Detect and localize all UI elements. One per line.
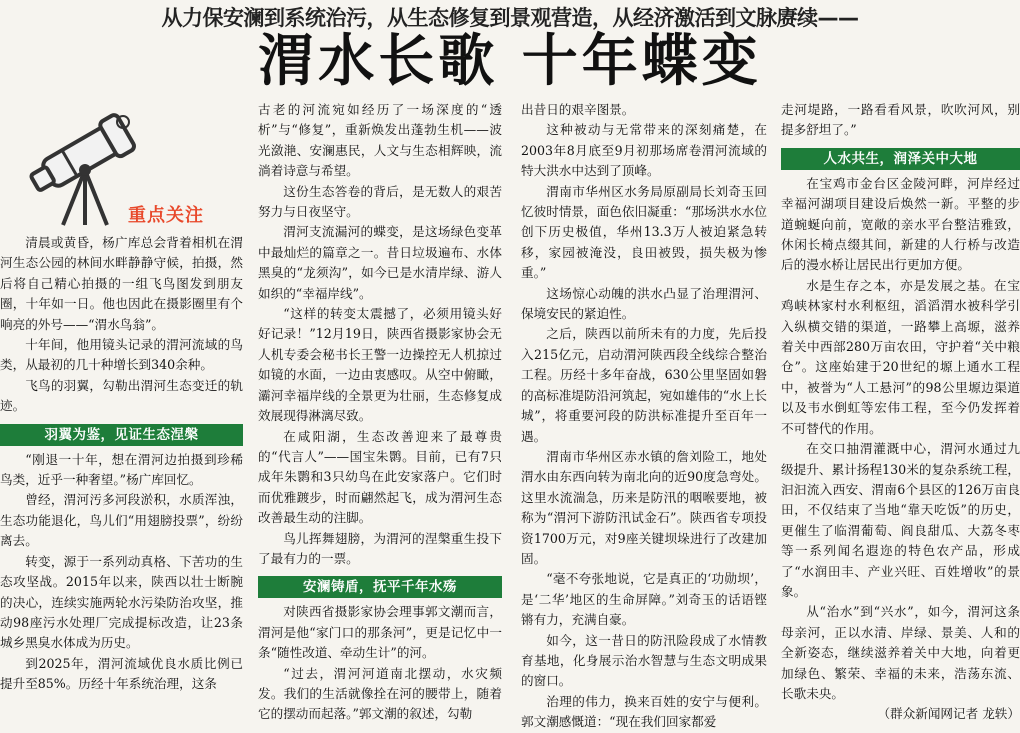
paragraph: 清晨或黄昏，杨广库总会背着相机在渭河生态公园的林间水畔静静守候，拍摄，然后将自己精心拍摄的一组飞鸟图发到朋友圈，十年如一日。他也因此在摄影圈里有个响亮的外号——“渭水鸟翁”。	[0, 235, 243, 332]
headline: 渭水长歌 十年蝶变	[258, 29, 762, 94]
subtitle: 从力保安澜到系统治污，从生态修复到景观营造，从经济激活到文脉赓续——	[161, 6, 859, 30]
paragraph: “过去，渭河河道南北摆动，水灾频发。我们的生活就像拴在河的腰带上，随着它的摆动而起落。”郭文潮的叙述，勾勒	[258, 665, 502, 722]
section-heading: 羽翼为鉴，见证生态涅槃	[0, 424, 243, 446]
paragraph: 转变，源于一系列动真格、下苦功的生态攻坚战。2015年以来，陕西以壮士断腕的决心，连续实施两轮水污染防治攻坚，推动98座污水处理厂完成提标改造，让23条城乡黑臭水体成为历史。	[0, 553, 243, 651]
paragraph: 治理的伟力，换来百姓的安宁与便利。郭文潮感慨道：“现在我们回家都爱	[521, 693, 767, 730]
feature-badge: 重点关注	[128, 205, 204, 226]
section-heading: 安澜铸盾，抚平千年水殇	[258, 576, 502, 598]
paragraph: 之后，陕西以前所未有的力度，先后投入215亿元，启动渭河陕西段全线综合整治工程。历经十多年奋战，630公里坚固如磐的高标准堤防沿河筑起，宛如雄伟的“水上长城”，将重要河段的防洪标准提升至百年一遇。	[521, 326, 767, 444]
paragraph: 渭河支流漏河的蝶变，是这场绿色变革中最灿烂的篇章之一。昔日垃圾遍布、水体黑臭的“龙须沟”，如今已是水清岸绿、游人如织的“幸福岸线”。	[258, 224, 502, 301]
paragraph: “毫不夸张地说，它是真正的‘功勋坝’，是‘二华’地区的生命屏障。”刘奇玉的话语铿锵有力，充满自豪。	[521, 571, 767, 628]
paragraph: 在交口抽渭灌溉中心，渭河水通过九级提升、累计扬程130米的复杂系统工程，汩汩流入西安、渭南6个县区的126万亩良田，不仅结束了当地“靠天吃饭”的历史，更催生了临渭葡萄、阎良甜瓜、大荔冬枣等一系列闻名遐迩的特色农产品，形成了“水润田丰、产业兴旺、百姓增收”的景象。	[781, 441, 1020, 599]
paragraph: 鸟儿挥舞翅膀，为渭河的涅槃重生投下了最有力的一票。	[258, 530, 502, 566]
paragraph: 十年间，他用镜头记录的渭河流域的鸟类，从最初的几十种增长到340余种。	[0, 337, 243, 373]
paragraph: 走河堤路，一路看看风景，吹吹河风，别提多舒坦了。”	[781, 102, 1020, 138]
paragraph: 到2025年，渭河流域优良水质比例已提升至85%。历经十年系统治理，这条	[0, 655, 243, 692]
paragraph: 这场惊心动魄的洪水凸显了治理渭河、保境安民的紧迫性。	[521, 285, 767, 322]
paragraph: 对陕西省摄影家协会理事郭文潮而言，渭河是他“家门口的那条河”，更是记忆中一条“随性改道、牵动生计”的河。	[258, 604, 502, 661]
paragraph: 这份生态答卷的背后，是无数人的艰苦努力与日夜坚守。	[258, 183, 502, 220]
paragraph: “刚退一十年，想在渭河边拍摄到珍稀鸟类，近乎一种奢望。”杨广库回忆。	[0, 451, 243, 488]
paragraph: 这种被动与无常带来的深刻痛楚，在2003年8月底至9月初那场席卷渭河流域的特大洪水中达到了顶峰。	[521, 122, 767, 179]
paragraph: 从“治水”到“兴水”，如今，渭河这条母亲河，正以水清、岸绿、景美、人和的全新姿态，继续滋养着关中大地，向着更加绿色、繁荣、幸福的未来，浩荡东流、长歌未央。	[781, 604, 1020, 701]
byline: （群众新闻网记者 龙轶）	[877, 706, 1020, 722]
paragraph: 曾经，渭河汚多河段淤积，水质浑浊，生态功能退化，鸟儿们“用翅膀投票”，纷纷离去。	[0, 492, 243, 549]
feature-badge-area	[0, 100, 243, 233]
paragraph: 飞鸟的羽翼，勾勒出渭河生态变迁的轨迹。	[0, 377, 243, 414]
paragraph: “这样的转变太震撼了，必须用镜头好好记录！”12月19日，陕西省摄影家协会无人机专委会秘书长王警一边操控无人机掠过如镜的水面，一边由衷感叹。从空中俯瞰，灞河幸福岸线的全景更为壮丽，生态修复成效展现得淋漓尽致。	[258, 306, 502, 424]
paragraph: 如今，这一昔日的防汛险段成了水情教育基地，化身展示治水智慧与生态文明成果的窗口。	[521, 632, 767, 689]
article-column-1	[0, 100, 243, 692]
paragraph: 出昔日的艰辛图景。	[521, 102, 635, 117]
paragraph: 古老的河流宛如经历了一场深度的“透析”与“修复”，重新焕发出蓬勃生机——波光潋滟、安澜惠民，人文与生态相辉映，流淌着诗意与希望。	[258, 102, 502, 179]
article-column-3	[521, 100, 767, 730]
paragraph: 在宝鸡市金台区金陵河畔，河岸经过幸福河湖项目建设后焕然一新。平整的步道蜿蜒向前，宽敞的亲水平台整洁雅致，休闲长椅点缀其间，新建的人行桥与改造后的漫水桥让居民出行更加方便。	[781, 175, 1020, 273]
article-column-4	[781, 100, 1020, 722]
paragraph: 渭南市华州区赤水镇的詹刘险工，地处渭水由东西向转为南北向的近90度急弯处。这里水流湍急，历来是防汛的咽喉要地，被称为“渭河下游防汛试金石”。陕西省专项投资1700万元，对9座关键坝垛进行了改建加固。	[521, 448, 767, 566]
paragraph: 水是生存之本，亦是发展之基。在宝鸡峡林家村水利枢纽，滔滔渭水被科学引入纵横交错的渠道，一路攀上高塬，滋养着关中西部280万亩农田，守护着“关中粮仓”。这座始建于20世纪的塬上通水工程中，被誉为“人工悬河”的98公里塬边渠道以及韦水倒虹等宏伟工程，至今仍发挥着不可替代的作用。	[781, 277, 1020, 436]
article-column-2	[258, 100, 502, 722]
paragraph: 渭南市华州区水务局原副局长刘奇玉回忆彼时情景，面色依旧凝重：“那场洪水水位创下历史极值，华州13.3万人被迫紧急转移，家园被淹没，良田被毁，损失极为惨重。”	[521, 183, 767, 281]
paragraph: 在咸阳湖，生态改善迎来了最尊贵的“代言人”——国宝朱鹮。目前，已有7只成年朱鹮和3只幼鸟在此安家落户。它们时而优雅踱步，时而翩然起飞，成为渭河生态改善最生动的注脚。	[258, 428, 502, 526]
section-heading: 人水共生，润泽关中大地	[781, 148, 1020, 170]
